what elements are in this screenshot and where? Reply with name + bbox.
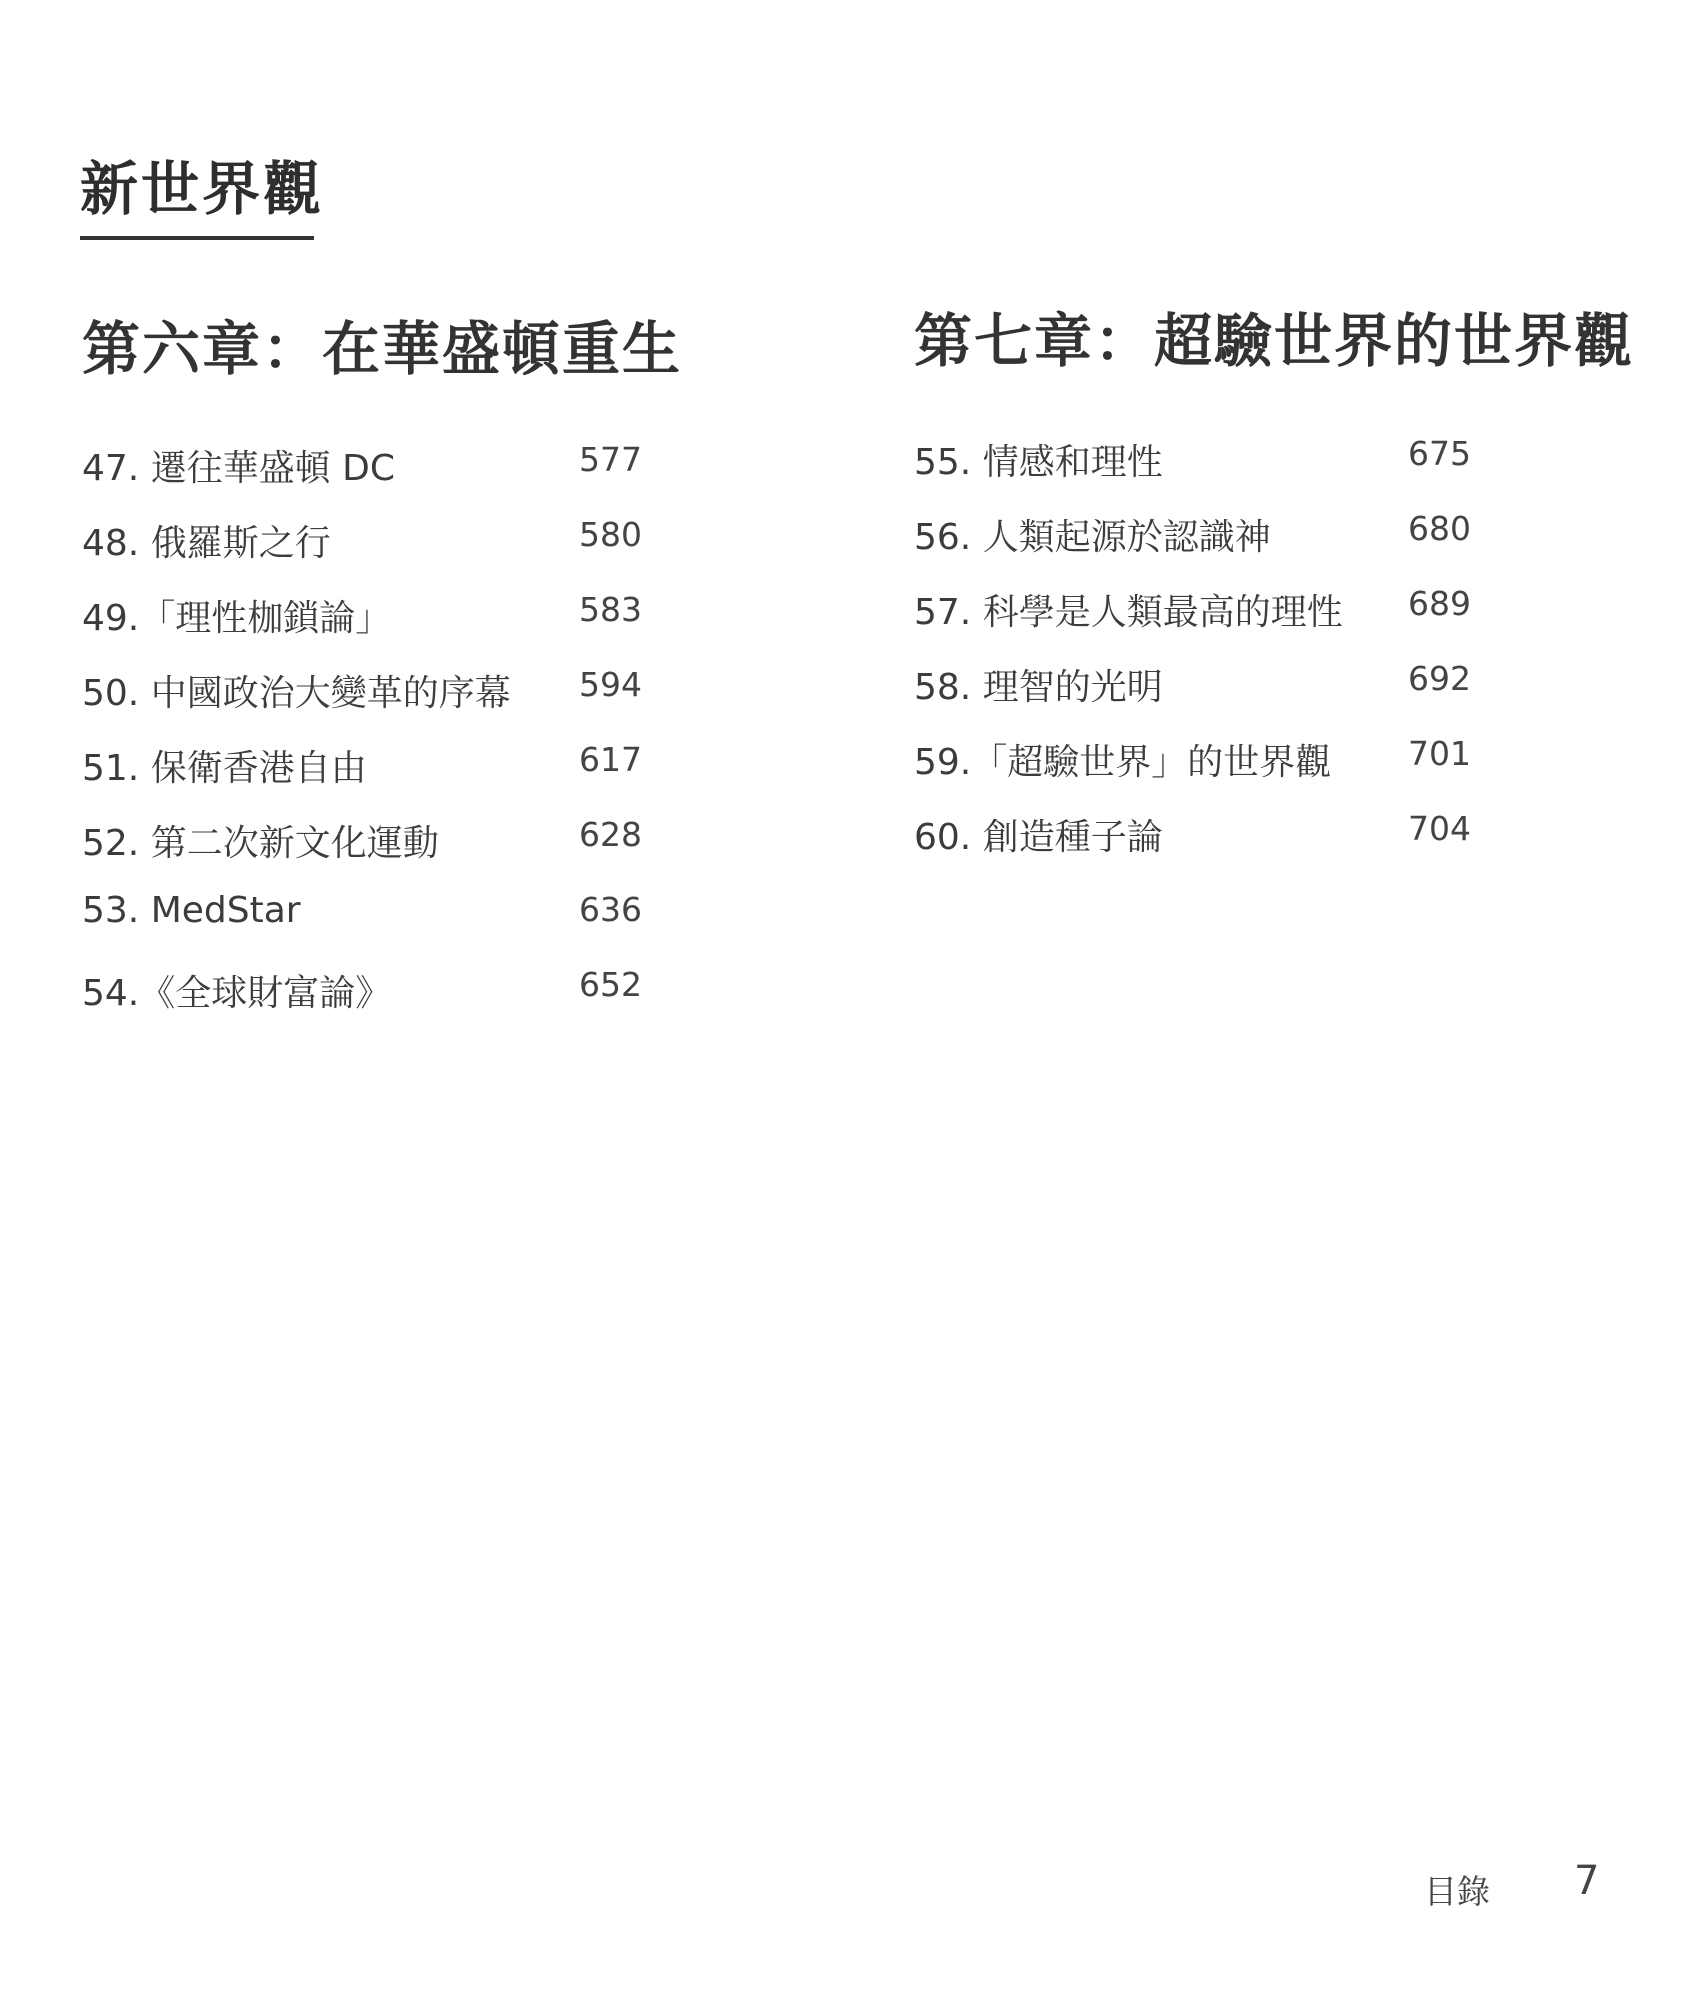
toc-item[interactable] [914, 659, 1634, 734]
toc-item-page: 617 [579, 740, 642, 779]
chapter-six [82, 315, 683, 1040]
toc-item[interactable] [82, 665, 682, 740]
toc-item[interactable] [914, 809, 1634, 884]
toc-item-label: 50. 中國政治大變革的序幕 [82, 673, 511, 714]
toc-item[interactable] [82, 815, 682, 890]
page-number: 7 [1574, 1858, 1600, 1904]
toc-item[interactable] [82, 890, 682, 965]
toc-item-label: 57. 科學是人類最高的理性 [914, 592, 1343, 633]
chapter-title: 第七章：超驗世界的世界觀 [914, 307, 1635, 375]
toc-item-page: 704 [1408, 809, 1471, 848]
toc-item-label: 47. 遷往華盛頓 DC [82, 448, 395, 489]
toc-item[interactable] [914, 434, 1634, 509]
toc-item-page: 628 [579, 815, 642, 854]
toc-item-page: 580 [579, 515, 642, 554]
toc-item-label: 58. 理智的光明 [914, 667, 1163, 708]
toc-item-label: 55. 情感和理性 [914, 442, 1163, 483]
toc-item-label: 56. 人類起源於認識神 [914, 517, 1271, 558]
toc-list [82, 440, 682, 1040]
toc-list [914, 434, 1634, 884]
toc-item[interactable] [82, 515, 682, 590]
chapter-title: 第六章：在華盛頓重生 [82, 315, 683, 383]
toc-item-label: 48. 俄羅斯之行 [82, 523, 331, 564]
toc-item-page: 689 [1408, 584, 1471, 623]
toc-item[interactable] [914, 734, 1634, 809]
toc-item-label: 53. MedStar [82, 890, 301, 931]
toc-item-label: 51. 保衛香港自由 [82, 748, 367, 789]
toc-item-label: 60. 創造種子論 [914, 817, 1163, 858]
toc-item-page: 701 [1408, 734, 1471, 773]
section-underline [80, 236, 314, 240]
chapter-seven [914, 307, 1635, 884]
toc-item-label: 54.《全球財富論》 [82, 973, 392, 1014]
toc-item-page: 680 [1408, 509, 1471, 548]
toc-item-label: 59.「超驗世界」的世界觀 [914, 742, 1332, 783]
toc-item-page: 675 [1408, 434, 1471, 473]
toc-item-page: 577 [579, 440, 642, 479]
toc-item[interactable] [82, 590, 682, 665]
section-title: 新世界觀 [80, 155, 325, 223]
toc-item[interactable] [914, 584, 1634, 659]
toc-item-label: 49.「理性枷鎖論」 [82, 598, 392, 639]
running-footer-label: 目錄 [1424, 1872, 1490, 1911]
toc-item[interactable] [82, 740, 682, 815]
toc-item-label: 52. 第二次新文化運動 [82, 823, 439, 864]
toc-item[interactable] [82, 965, 682, 1040]
toc-item-page: 594 [579, 665, 642, 704]
toc-item-page: 652 [579, 965, 642, 1004]
toc-item-page: 692 [1408, 659, 1471, 698]
toc-item[interactable] [914, 509, 1634, 584]
toc-item-page: 636 [579, 890, 642, 929]
toc-item[interactable] [82, 440, 682, 515]
toc-item-page: 583 [579, 590, 642, 629]
